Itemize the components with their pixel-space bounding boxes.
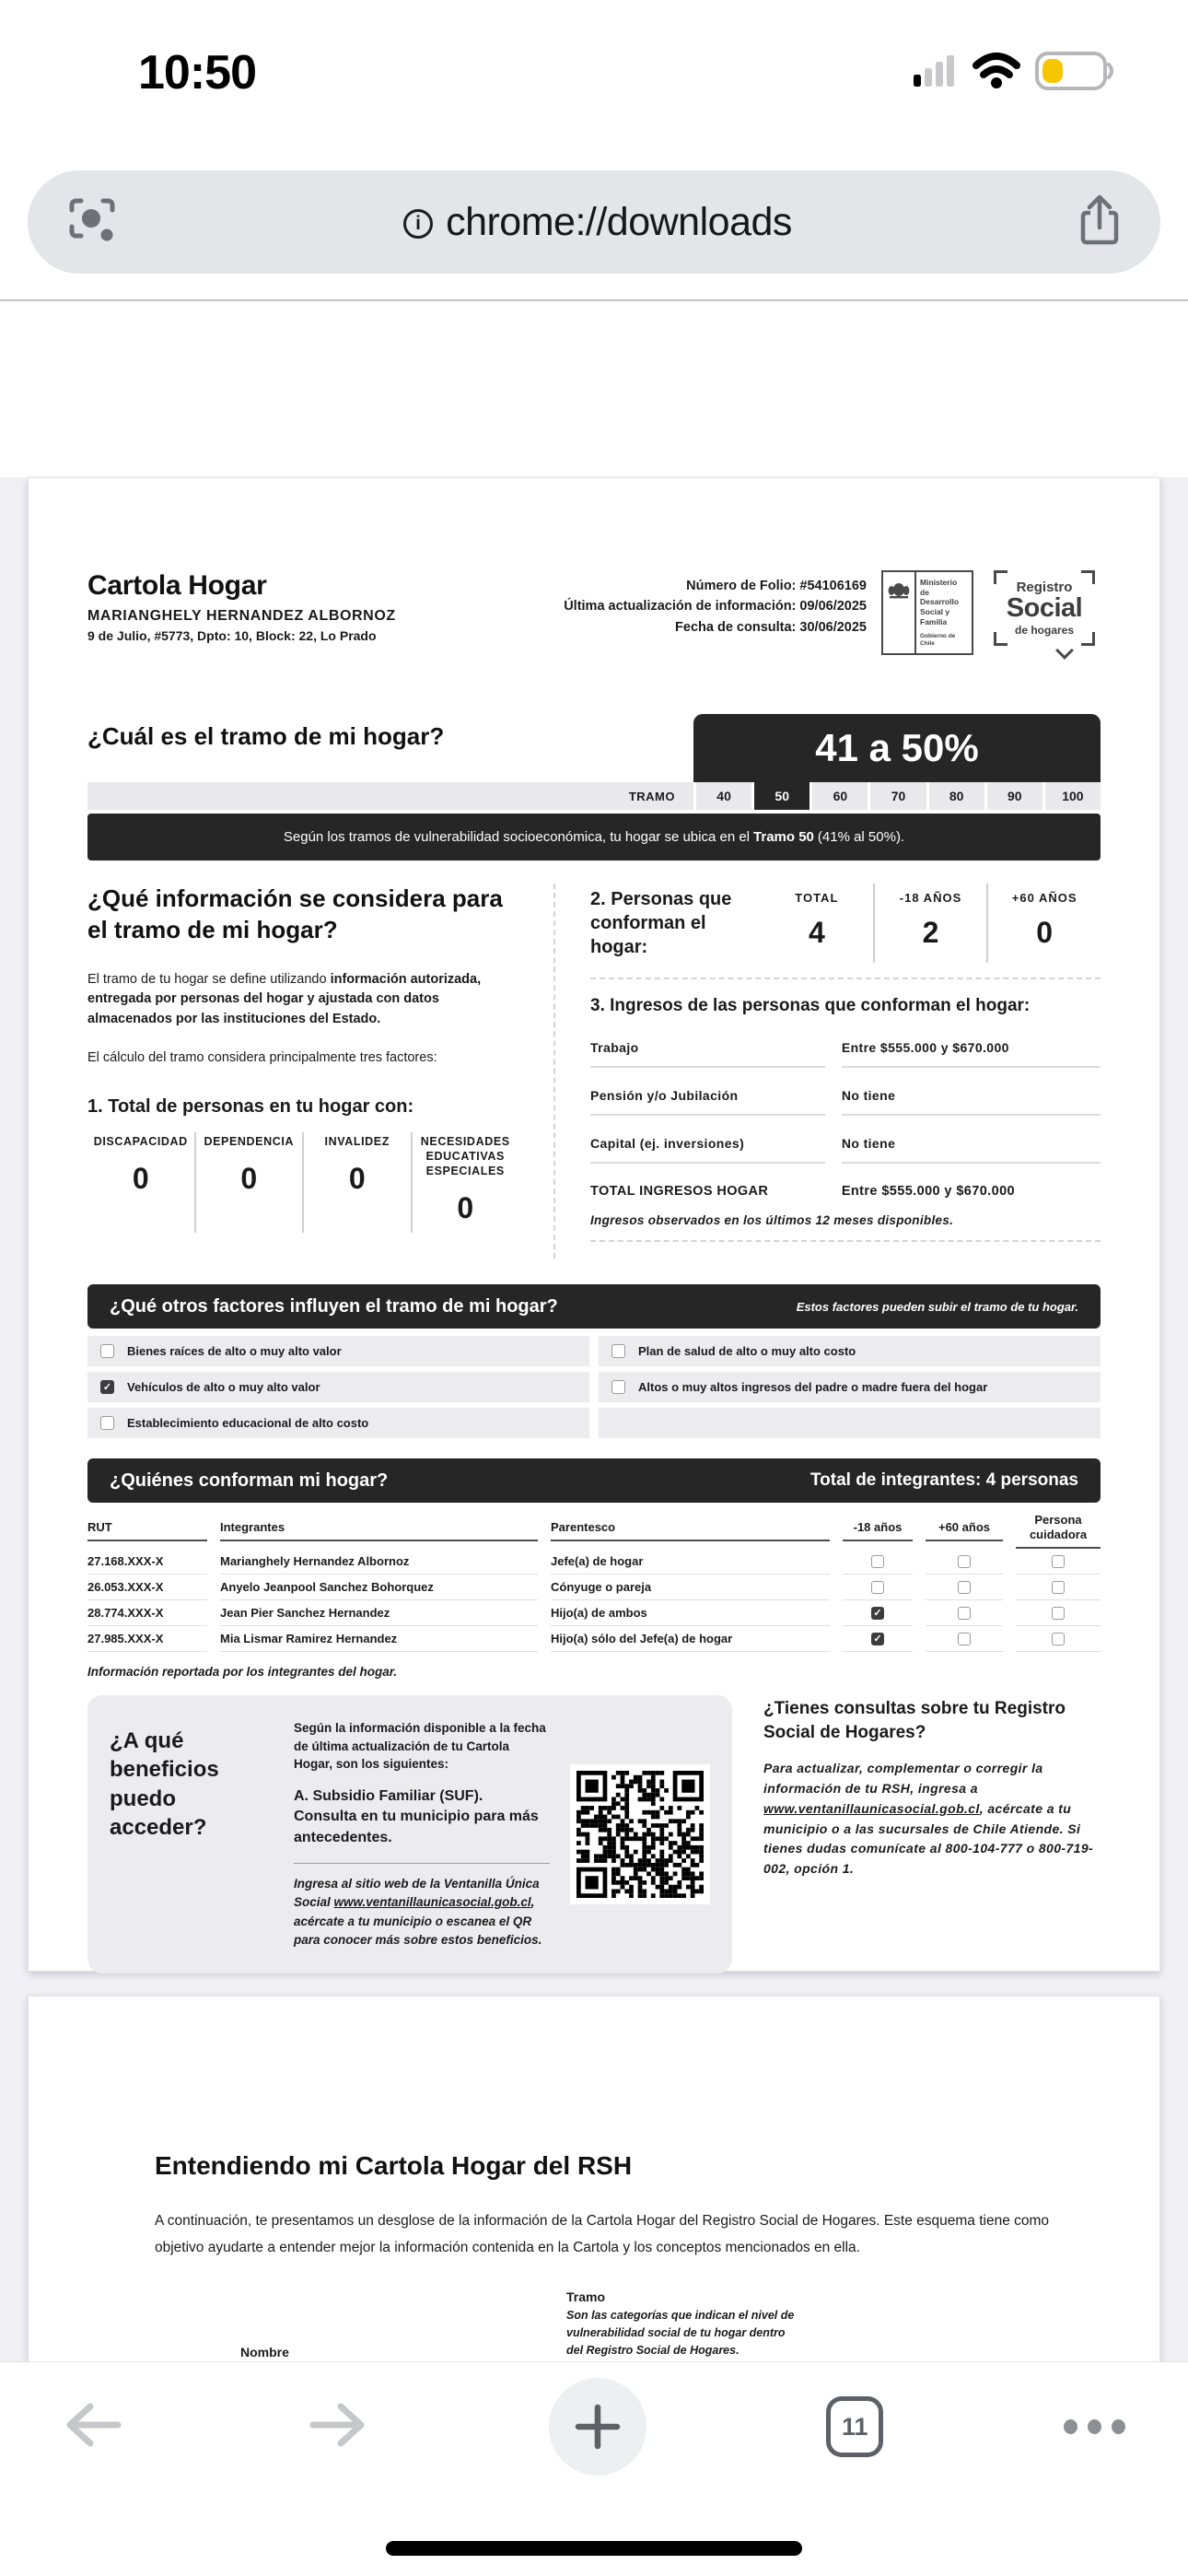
url-text[interactable]: chrome://downloads — [446, 199, 792, 244]
menu-button[interactable] — [1064, 2419, 1125, 2434]
factor1-grid — [87, 1132, 518, 1234]
info-paragraph-2: El cálculo del tramo considera principalmente tres factores: — [87, 1049, 437, 1065]
address-bar[interactable] — [28, 170, 1160, 274]
factor-empty-cell — [599, 1408, 1101, 1438]
clock: 10:50 — [138, 46, 256, 100]
cellular-signal-icon — [914, 54, 958, 92]
ministry-logo-text: Ministerio de Desarrollo Social y Familia Gobierno de Chile — [920, 578, 960, 647]
holder-name: MARIANGHELY HERNANDEZ ALBORNOZ — [87, 608, 396, 624]
dashed-divider — [590, 978, 1101, 979]
speech-tail — [1055, 641, 1074, 660]
bottom-row — [87, 1695, 1101, 1973]
benefits-note: Ingresa al sitio web de la Ventanilla Única Social www.ventanillaunicasocial.gob.cl, acércate a tu municipio o escanea el QR para conocer más sobre estos beneficios. — [294, 1877, 542, 1947]
wifi-icon — [973, 53, 1020, 93]
members-note: Información reportada por los integrantes del hogar. — [87, 1665, 398, 1680]
factor2-block — [590, 884, 1101, 963]
tramo-value-box: 41 a 50% — [693, 714, 1101, 782]
qr-code — [570, 1764, 710, 1904]
checkbox-checked — [100, 1380, 114, 1394]
benefits-box — [87, 1695, 732, 1973]
scale-cell-40: 40 — [693, 782, 751, 810]
tab-count: 11 — [841, 2412, 868, 2441]
factor3-title: 3. Ingresos de las personas que conforman el hogar: — [590, 996, 1031, 1015]
checkbox — [100, 1344, 114, 1358]
info-heading: ¿Qué información se considera para el tramo de mi hogar? — [87, 884, 503, 943]
url-display[interactable] — [118, 200, 1077, 245]
scale-cell-80: 80 — [926, 782, 984, 810]
forward-button[interactable] — [306, 2398, 368, 2456]
table-row: 26.053.XXX-X Anyelo Jeanpool Sanchez Bohorquez Cónyuge o pareja — [87, 1575, 1101, 1600]
tramo-section-head — [87, 679, 1101, 782]
scale-cell-50-selected: 50 — [751, 782, 809, 810]
ministry-logo — [881, 570, 973, 655]
factor1-col-dependencia: DEPENDENCIA 0 — [194, 1132, 303, 1234]
scale-cell-90: 90 — [984, 782, 1042, 810]
document-header-right — [564, 570, 1101, 655]
contact-box — [763, 1695, 1101, 1973]
consult-line: Fecha de consulta: 30/06/2025 — [675, 619, 867, 635]
factor1-col-discapacidad: DISCAPACIDAD 0 — [93, 1134, 188, 1195]
factor-establecimiento: Establecimiento educacional de alto costo — [87, 1408, 589, 1438]
lens-camera-icon[interactable] — [66, 194, 118, 251]
dashed-divider — [590, 1240, 1101, 1242]
factors-grid — [87, 1336, 1101, 1438]
checkbox — [958, 1581, 971, 1594]
checkbox-checked — [871, 1607, 884, 1620]
pdf-page-2 — [28, 1996, 1160, 2364]
members-table-header: RUT Integrantes Parentesco -18 años +60 años Persona cuidadora — [87, 1506, 1101, 1549]
info-left-column — [87, 884, 555, 1259]
holder-address: 9 de Julio, #5773, Dpto: 10, Block: 22, Lo Prado — [87, 628, 377, 643]
new-tab-button[interactable] — [549, 2378, 646, 2476]
chile-coat-of-arms-icon — [883, 572, 916, 653]
checkbox-checked — [871, 1633, 884, 1645]
status-bar — [0, 0, 1188, 120]
scale-cell-60: 60 — [809, 782, 868, 810]
benefits-heading: ¿A qué beneficios puedo acceder? — [110, 1728, 219, 1840]
table-row: 27.168.XXX-X Marianghely Hernandez Albornoz Jefe(a) de hogar — [87, 1549, 1101, 1575]
update-line: Última actualización de información: 09/06/2025 — [564, 599, 867, 615]
page2-intro: A continuación, te presentamos un desglose de la información de la Cartola Hogar del Registro Social de Hogares. Este esquema tiene como objetivo ayudarte a entender mejor la información contenida en la Cartola y los conceptos mencionados en ella. — [155, 2213, 1050, 2255]
battery-icon — [1035, 52, 1116, 95]
rsh-logo: Registro Social de hogares — [988, 570, 1101, 650]
checkbox — [958, 1555, 971, 1568]
page-info-icon[interactable]: i — [403, 209, 433, 239]
checkbox — [100, 1416, 114, 1430]
pdf-viewer[interactable] — [0, 477, 1188, 2537]
definition-tramo: Tramo Son las categorías que indican el nivel de vulnerabilidad social de tu hogar dentro del Registro Social de Hogares. — [566, 2289, 795, 2357]
info-paragraph: El tramo de tu hogar se define utilizando información autorizada, entregada por personas del hogar y ajustada con datos almacenados por las instituciones del Estado. — [87, 971, 482, 1027]
checkbox — [958, 1607, 971, 1620]
scale-cell-70: 70 — [868, 782, 926, 810]
table-row: 27.985.XXX-X Mia Lismar Ramirez Hernandez Hijo(a) sólo del Jefe(a) de hogar ✓ — [87, 1626, 1101, 1652]
tab-switcher-button[interactable] — [826, 2396, 883, 2457]
income-row-trabajo: Trabajo Entre $555.000 y $670.000 — [590, 1029, 1101, 1077]
tramo-scale-cells — [693, 782, 1101, 810]
document-header-left — [87, 570, 396, 643]
income-row-capital: Capital (ej. inversiones) No tiene — [590, 1125, 1101, 1173]
factor1-title: 1. Total de personas en tu hogar con: — [87, 1095, 414, 1117]
checkbox — [958, 1633, 971, 1645]
checkbox — [611, 1380, 625, 1394]
tramo-banner: Según los tramos de vulnerabilidad socioeconómica, tu hogar se ubica en el Tramo 50 (41% al 50%). — [87, 814, 1101, 861]
benefits-body: Según la información disponible a la fecha de última actualización de tu Cartola Hogar, son los siguientes: A. Subsidio Familiar (SUF). Consulta en tu municipio para más antecedentes. Ingresa al sitio web de la Ventanilla Única Social www.ventanillaunicasocial.gob.cl, acércate a tu municipio o escanea el QR para conocer más sobre estos beneficios. — [294, 1719, 550, 1950]
tramo-question: ¿Cuál es el tramo de mi hogar? — [87, 722, 445, 750]
factor2-col-under18: -18 AÑOS 2 — [873, 884, 987, 963]
income-note: Ingresos observados en los últimos 12 meses disponibles. — [590, 1213, 954, 1227]
checkbox — [1052, 1633, 1065, 1645]
factor2-col-over60: +60 AÑOS 0 — [986, 884, 1101, 963]
info-columns — [87, 884, 1101, 1259]
checkbox — [871, 1555, 884, 1568]
folio-line: Número de Folio: #54106169 — [686, 579, 867, 593]
ventanilla-link[interactable]: www.ventanillaunicasocial.gob.cl — [333, 1895, 531, 1910]
document-header — [87, 570, 1101, 655]
members-banner: ¿Quiénes conforman mi hogar? Total de integrantes: 4 personas — [87, 1458, 1101, 1503]
table-row: 28.774.XXX-X Jean Pier Sanchez Hernandez Hijo(a) de ambos ✓ — [87, 1600, 1101, 1626]
back-button[interactable] — [63, 2398, 125, 2456]
factor1-col-invalidez: INVALIDEZ 0 — [302, 1132, 411, 1234]
divider — [294, 1863, 550, 1864]
factor2-col-total: TOTAL 4 — [795, 891, 839, 949]
factor-altos-ingresos: Altos o muy altos ingresos del padre o madre fuera del hogar — [599, 1372, 1101, 1402]
pdf-page-1 — [28, 477, 1160, 1972]
factor-plan-salud: Plan de salud de alto o muy alto costo — [599, 1336, 1101, 1366]
scale-cell-100: 100 — [1042, 782, 1101, 810]
definition-nombre: Nombre — [240, 2345, 289, 2359]
factor-vehiculos: ✓ Vehículos de alto o muy alto valor — [87, 1372, 589, 1402]
factor1-col-necesidades: NECESIDADES EDUCATIVAS ESPECIALES 0 — [411, 1132, 519, 1234]
contact-heading: ¿Tienes consultas sobre tu Registro Social de Hogares? — [763, 1699, 1066, 1742]
checkbox — [611, 1344, 625, 1358]
tramo-scale — [87, 782, 1101, 810]
factor2-title: 2. Personas que conforman el hogar: — [590, 889, 732, 957]
income-row-total: TOTAL INGRESOS HOGAR Entre $555.000 y $670.000 — [590, 1184, 1015, 1199]
browser-toolbar — [0, 2361, 1188, 2576]
status-icons — [914, 52, 1116, 95]
info-right-column — [555, 884, 1101, 1259]
checkbox — [1052, 1555, 1065, 1568]
contact-body: Para actualizar, complementar o corregir la información de tu RSH, ingresa a www.ventanillaunicasocial.gob.cl, acércate a tu municipio o a las sucursales de Chile Atiende. Si tienes dudas comunícate al 800-104-777 o 800-719-002, opción 1. — [763, 1761, 1094, 1876]
checkbox — [1052, 1581, 1065, 1594]
browser-chrome-top — [0, 120, 1188, 301]
document-title: Cartola Hogar — [87, 570, 267, 601]
plus-icon — [574, 2403, 622, 2451]
factor-bienes-raices: Bienes raíces de alto o muy alto valor — [87, 1336, 589, 1366]
tramo-scale-label: TRAMO — [628, 789, 675, 803]
members-table — [87, 1506, 1101, 1652]
share-icon[interactable] — [1077, 193, 1122, 252]
income-table — [590, 1029, 1101, 1208]
factors-banner: ¿Qué otros factores influyen el tramo de mi hogar? Estos factores pueden subir el tramo de tu hogar. — [87, 1284, 1101, 1329]
home-indicator[interactable] — [386, 2541, 802, 2556]
checkbox — [1052, 1607, 1065, 1620]
checkbox — [871, 1581, 884, 1594]
document-meta — [564, 576, 867, 638]
page2-heading: Entendiendo mi Cartola Hogar del RSH — [155, 2151, 633, 2180]
income-row-pension: Pensión y/o Jubilación No tiene — [590, 1077, 1101, 1125]
ventanilla-link[interactable]: www.ventanillaunicasocial.gob.cl — [763, 1800, 980, 1816]
